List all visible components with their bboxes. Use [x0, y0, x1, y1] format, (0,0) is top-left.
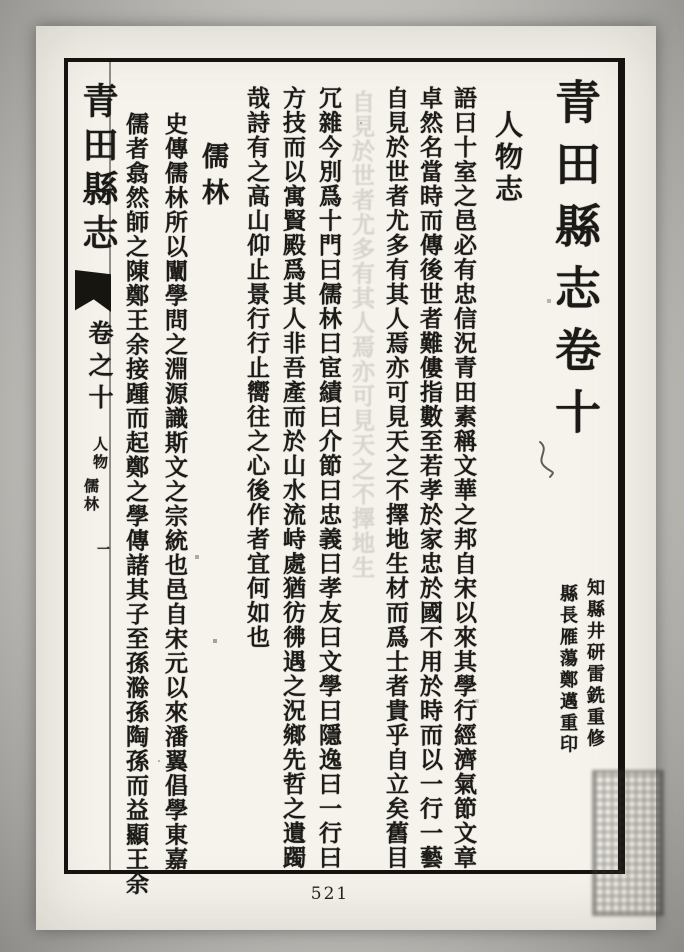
subsection-title: 儒林 [197, 142, 228, 214]
text-column: 自見於世者尤多有其人焉亦可見天之不擇地生材而爲士者貴乎自立矣舊目 [382, 86, 409, 870]
text-column: 儒者翕然師之陳鄭王余接踵而起鄭之學傳諸其子至孫滁孫陶孫而益顯王余 [122, 112, 149, 896]
spine-title: 青田縣志 [77, 82, 119, 258]
blurred-stamp [592, 770, 664, 916]
spine-subcategory-label: 儒林 [82, 478, 100, 514]
page-number: 521 [310, 884, 350, 904]
section-title: 人物志 [491, 110, 524, 206]
text-column: 史傳儒林所以闡學問之淵源識斯文之宗統也邑自宋元以來潘翼倡學東嘉 [161, 112, 188, 872]
scan-noise-specks [0, 0, 2, 2]
handwritten-mark [534, 440, 560, 480]
volume-title: 青田縣志卷十 [548, 78, 602, 450]
text-column: 語曰十室之邑必有忠信況青田素稱文華之邦自宋以來其學行經濟氣節文章 [450, 86, 477, 870]
text-column: 方技而以寓賢殿爲其人非吾產而於山水流峙處猶彷彿遇之況鄉先哲之遺躅 [279, 86, 306, 870]
credit-compiler: 知縣井研雷銑重修 [584, 578, 605, 750]
spine-category-label: 人物 [91, 436, 109, 472]
spine-volume-label: 卷之十 [85, 320, 114, 416]
text-column: 冗雜今別爲十門曰儒林曰宦績曰介節曰忠義曰孝友曰文學曰隱逸曰一行曰 [315, 86, 342, 870]
text-column: 卓然名當時而傳後世者難僂指數至若孝於家忠於國不用於時而以一行一藝 [416, 86, 443, 870]
credit-reprinter: 縣長雁蕩鄭邁重印 [557, 584, 578, 756]
text-column: 哉詩有之高山仰止景行行止嚮往之心後作者宜何如也 [243, 86, 270, 650]
ink-ghost-column: 自見於世者尤多有其人焉亦可見天之不擇地生 [348, 90, 375, 580]
spine-leaf-number: 一 [94, 542, 109, 555]
